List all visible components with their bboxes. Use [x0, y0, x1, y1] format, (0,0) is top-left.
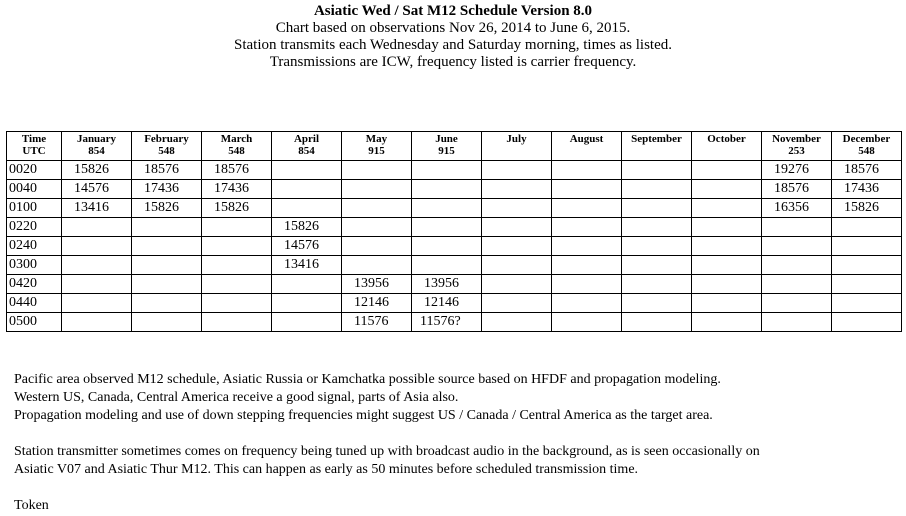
frequency-cell — [622, 313, 692, 332]
time-cell: 0500 — [7, 313, 62, 332]
frequency-cell — [132, 313, 202, 332]
frequency-cell — [342, 161, 412, 180]
month-name: June — [435, 133, 458, 145]
frequency-cell — [552, 256, 622, 275]
month-name: March — [220, 133, 253, 145]
frequency-cell — [692, 275, 762, 294]
frequency-cell — [552, 313, 622, 332]
frequency-cell: 11576 — [342, 313, 412, 332]
frequency-cell: 18576 — [832, 161, 902, 180]
month-column-header — [202, 132, 272, 161]
table-row — [7, 218, 902, 237]
frequency-cell — [202, 313, 272, 332]
frequency-cell — [762, 256, 832, 275]
frequency-cell — [552, 161, 622, 180]
frequency-cell — [132, 275, 202, 294]
subtitle-observation-range: Chart based on observations Nov 26, 2014 to June 6, 2015. — [275, 20, 631, 36]
frequency-cell — [692, 294, 762, 313]
frequency-cell — [202, 275, 272, 294]
frequency-cell: 15826 — [272, 218, 342, 237]
month-column-header — [482, 132, 552, 161]
frequency-cell: 19276 — [762, 161, 832, 180]
frequency-cell — [272, 161, 342, 180]
frequency-cell — [412, 199, 482, 218]
frequency-cell: 14576 — [62, 180, 132, 199]
frequency-cell — [692, 180, 762, 199]
frequency-cell — [832, 256, 902, 275]
frequency-cell: 12146 — [342, 294, 412, 313]
frequency-cell — [342, 199, 412, 218]
frequency-cell — [342, 256, 412, 275]
frequency-cell — [692, 313, 762, 332]
frequency-cell — [832, 237, 902, 256]
note-target-area: Propagation modeling and use of down stepping frequencies might suggest US / Canada / Central America as the target area. — [14, 408, 713, 423]
frequency-cell: 13416 — [272, 256, 342, 275]
frequency-cell: 15826 — [62, 161, 132, 180]
frequency-cell — [622, 275, 692, 294]
table-row — [7, 256, 902, 275]
time-cell: 0300 — [7, 256, 62, 275]
frequency-cell — [762, 275, 832, 294]
frequency-cell — [132, 218, 202, 237]
frequency-cell — [342, 218, 412, 237]
frequency-cell: 15826 — [202, 199, 272, 218]
month-name: July — [506, 133, 527, 145]
frequency-cell: 17436 — [202, 180, 272, 199]
time-header-unit: UTC — [22, 145, 46, 157]
time-cell: 0220 — [7, 218, 62, 237]
table-body — [7, 161, 902, 332]
frequency-cell: 18576 — [762, 180, 832, 199]
signature: Token — [14, 498, 49, 513]
notes-section — [14, 371, 899, 515]
subtitle-transmit-days: Station transmits each Wednesday and Saturday morning, times as listed. — [233, 37, 673, 53]
frequency-cell — [62, 256, 132, 275]
frequency-cell — [622, 199, 692, 218]
note-tuning-line-2: Asiatic V07 and Asiatic Thur M12. This can happen as early as 50 minutes before scheduled transmission time. — [14, 462, 639, 477]
note-tuning-line-1: Station transmitter sometimes comes on frequency being tuned up with broadcast audio in the background, as is seen occasionally on — [14, 444, 760, 459]
frequency-cell — [692, 218, 762, 237]
month-column-header — [62, 132, 132, 161]
frequency-cell — [272, 313, 342, 332]
month-code: 548 — [228, 145, 245, 157]
frequency-cell — [412, 237, 482, 256]
frequency-cell — [482, 313, 552, 332]
table-row — [7, 294, 902, 313]
table-row — [7, 161, 902, 180]
frequency-cell: 18576 — [202, 161, 272, 180]
frequency-cell — [412, 218, 482, 237]
month-code: 854 — [298, 145, 315, 157]
frequency-cell — [622, 256, 692, 275]
month-code: 253 — [788, 145, 805, 157]
frequency-cell: 15826 — [132, 199, 202, 218]
month-code: 915 — [368, 145, 385, 157]
month-column-header — [132, 132, 202, 161]
frequency-cell — [622, 218, 692, 237]
frequency-cell — [762, 218, 832, 237]
month-name: November — [772, 133, 821, 145]
frequency-cell — [552, 218, 622, 237]
time-cell: 0020 — [7, 161, 62, 180]
document-header — [0, 2, 906, 71]
frequency-cell — [482, 256, 552, 275]
spacer — [14, 479, 899, 497]
frequency-cell: 16356 — [762, 199, 832, 218]
frequency-cell — [62, 313, 132, 332]
frequency-cell — [692, 199, 762, 218]
frequency-cell — [552, 294, 622, 313]
frequency-cell — [132, 237, 202, 256]
frequency-cell — [552, 237, 622, 256]
frequency-cell — [482, 275, 552, 294]
subtitle-transmission-mode: Transmissions are ICW, frequency listed is carrier frequency. — [269, 54, 637, 70]
month-name: August — [569, 133, 604, 145]
time-cell: 0040 — [7, 180, 62, 199]
frequency-cell — [412, 256, 482, 275]
month-column-header — [832, 132, 902, 161]
month-column-header — [692, 132, 762, 161]
month-name: May — [365, 133, 388, 145]
frequency-cell: 13956 — [342, 275, 412, 294]
frequency-cell: 18576 — [132, 161, 202, 180]
frequency-cell — [482, 199, 552, 218]
frequency-cell — [342, 180, 412, 199]
spacer — [14, 425, 899, 443]
frequency-cell — [412, 161, 482, 180]
frequency-cell — [622, 161, 692, 180]
month-code: 548 — [858, 145, 875, 157]
month-column-header — [762, 132, 832, 161]
frequency-cell: 11576? — [412, 313, 482, 332]
time-header-label: Time — [21, 133, 47, 145]
frequency-cell — [62, 237, 132, 256]
month-name: September — [631, 133, 682, 145]
frequency-cell: 12146 — [412, 294, 482, 313]
frequency-cell — [832, 218, 902, 237]
frequency-cell: 15826 — [832, 199, 902, 218]
frequency-cell — [622, 180, 692, 199]
frequency-cell — [692, 256, 762, 275]
frequency-cell — [272, 294, 342, 313]
frequency-cell — [762, 294, 832, 313]
frequency-cell — [482, 237, 552, 256]
frequency-cell — [552, 180, 622, 199]
month-name: December — [842, 133, 891, 145]
table-row — [7, 199, 902, 218]
month-column-header — [412, 132, 482, 161]
time-cell: 0420 — [7, 275, 62, 294]
time-cell: 0100 — [7, 199, 62, 218]
month-column-header — [552, 132, 622, 161]
frequency-cell — [482, 294, 552, 313]
month-code: 854 — [88, 145, 105, 157]
frequency-cell — [62, 218, 132, 237]
frequency-cell: 17436 — [132, 180, 202, 199]
month-name: February — [144, 133, 189, 145]
frequency-cell — [202, 294, 272, 313]
frequency-cell — [202, 218, 272, 237]
frequency-cell — [132, 256, 202, 275]
month-code: 548 — [158, 145, 175, 157]
frequency-cell — [552, 275, 622, 294]
frequency-cell — [412, 180, 482, 199]
frequency-cell — [552, 199, 622, 218]
frequency-cell — [202, 256, 272, 275]
table-row — [7, 275, 902, 294]
frequency-cell — [762, 237, 832, 256]
frequency-cell: 13956 — [412, 275, 482, 294]
document-title: Asiatic Wed / Sat M12 Schedule Version 8.0 — [313, 3, 593, 19]
frequency-cell — [692, 161, 762, 180]
frequency-cell — [132, 294, 202, 313]
frequency-cell — [272, 275, 342, 294]
frequency-cell — [622, 237, 692, 256]
month-column-header — [622, 132, 692, 161]
month-column-header — [342, 132, 412, 161]
month-name: October — [707, 133, 746, 145]
frequency-cell: 14576 — [272, 237, 342, 256]
schedule-table — [6, 131, 902, 332]
frequency-cell — [692, 237, 762, 256]
frequency-cell: 13416 — [62, 199, 132, 218]
frequency-cell — [832, 294, 902, 313]
frequency-cell — [482, 161, 552, 180]
frequency-cell — [272, 180, 342, 199]
frequency-cell — [832, 313, 902, 332]
table-row — [7, 313, 902, 332]
month-code: 915 — [438, 145, 455, 157]
time-cell: 0240 — [7, 237, 62, 256]
frequency-cell — [202, 237, 272, 256]
time-cell: 0440 — [7, 294, 62, 313]
note-reception-areas: Western US, Canada, Central America receive a good signal, parts of Asia also. — [14, 390, 459, 405]
month-name: April — [293, 133, 320, 145]
frequency-cell — [762, 313, 832, 332]
frequency-cell — [272, 199, 342, 218]
table-row — [7, 237, 902, 256]
frequency-cell: 17436 — [832, 180, 902, 199]
note-observed-schedule: Pacific area observed M12 schedule, Asiatic Russia or Kamchatka possible source based on HFDF and propagation modeling. — [14, 372, 721, 387]
frequency-cell — [482, 180, 552, 199]
frequency-cell — [622, 294, 692, 313]
time-column-header — [7, 132, 62, 161]
table-row — [7, 180, 902, 199]
month-column-header — [272, 132, 342, 161]
month-name: January — [76, 133, 117, 145]
frequency-cell — [482, 218, 552, 237]
frequency-cell — [62, 275, 132, 294]
frequency-cell — [832, 275, 902, 294]
frequency-cell — [342, 237, 412, 256]
frequency-cell — [62, 294, 132, 313]
table-header-row — [7, 132, 902, 161]
